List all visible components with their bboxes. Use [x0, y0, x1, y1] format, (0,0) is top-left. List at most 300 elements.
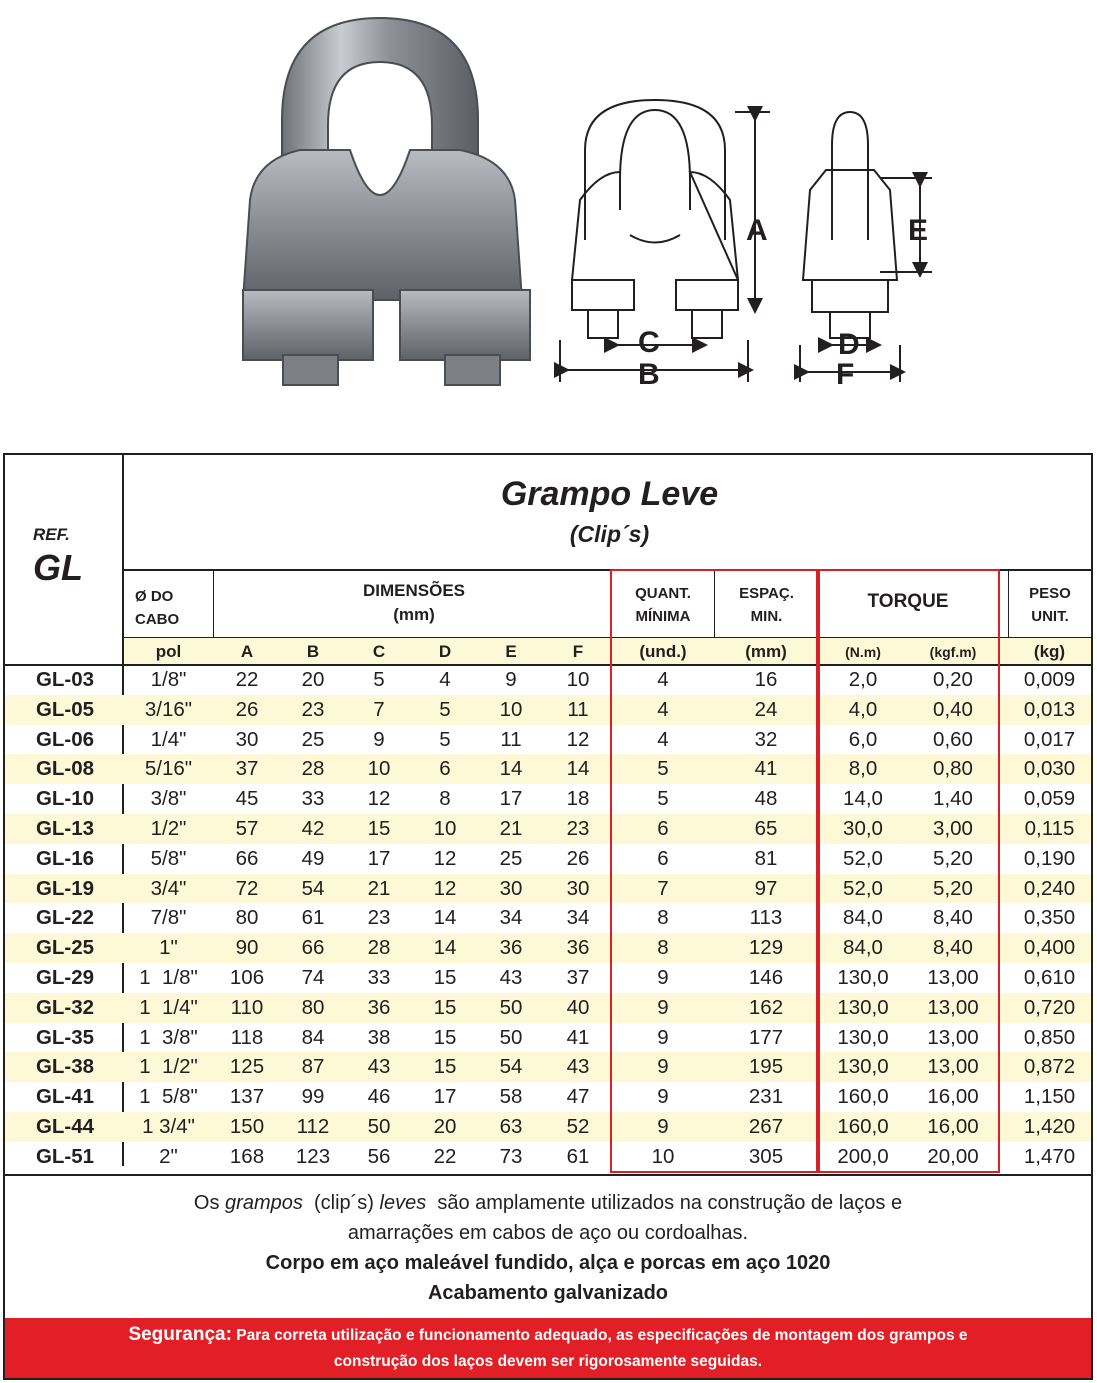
cell-pol: 5/16" — [144, 757, 193, 781]
header-cabo-line1: Ø DO — [135, 588, 174, 605]
cell-espac: 267 — [748, 1114, 784, 1138]
desc-p1-b: grampos — [225, 1192, 303, 1214]
cell-pol: 2" — [159, 1144, 178, 1168]
cell-c: 10 — [367, 757, 391, 781]
cell-e: 10 — [499, 697, 523, 721]
cell-kgfm: 0,20 — [933, 668, 973, 691]
desc-p1-c: (clip´s) — [302, 1192, 380, 1214]
cell-d: 14 — [433, 906, 457, 930]
cell-b: 74 — [301, 965, 325, 989]
label-d: D — [838, 328, 860, 361]
cell-kgfm: 8,40 — [933, 906, 973, 930]
cell-quant: 7 — [657, 876, 669, 900]
cell-d: 4 — [439, 668, 451, 691]
cell-peso: 1,470 — [1023, 1144, 1076, 1168]
cell-f: 14 — [566, 757, 590, 781]
cell-ref: GL-32 — [35, 995, 95, 1019]
front-view-drawing — [560, 100, 770, 382]
cell-nm: 160,0 — [837, 1085, 889, 1109]
unit-e: E — [505, 642, 517, 661]
figures-area — [0, 0, 1097, 450]
cell-ref: GL-38 — [35, 1055, 95, 1079]
cell-a: 110 — [230, 995, 264, 1019]
cell-d: 17 — [433, 1085, 457, 1109]
cell-ref: GL-06 — [35, 727, 95, 751]
cell-kgfm: 5,20 — [933, 876, 973, 900]
header-cabo — [135, 585, 179, 631]
table-row — [5, 1112, 1091, 1142]
cell-c: 46 — [367, 1085, 391, 1109]
cell-quant: 9 — [657, 965, 669, 989]
cell-f: 30 — [566, 876, 590, 900]
cell-b: 33 — [301, 787, 325, 811]
label-b: B — [638, 358, 660, 391]
description-line4: Acabamento galvanizado — [427, 1282, 669, 1304]
cell-kgfm: 1,40 — [933, 787, 973, 811]
cell-kgfm: 13,00 — [927, 965, 979, 989]
header-quant — [612, 582, 714, 628]
cell-espac: 231 — [748, 1085, 784, 1109]
cell-b: 99 — [301, 1085, 325, 1109]
header-dimensoes-line1: DIMENSÕES — [362, 581, 466, 600]
cell-d: 15 — [433, 1025, 457, 1049]
cell-b: 23 — [301, 697, 325, 721]
cell-e: 14 — [499, 757, 523, 781]
cell-f: 61 — [566, 1144, 590, 1168]
cell-pol: 3/8" — [150, 787, 187, 811]
cell-a: 125 — [229, 1055, 265, 1079]
cell-pol: 1 1/8" — [139, 965, 198, 989]
cell-c: 38 — [367, 1025, 391, 1049]
unit-c: C — [372, 642, 386, 661]
cell-f: 18 — [566, 787, 590, 811]
cell-nm: 130,0 — [837, 1025, 889, 1049]
cell-a: 118 — [230, 1025, 264, 1049]
unit-b: B — [306, 642, 320, 661]
cell-a: 80 — [235, 906, 259, 930]
cell-espac: 48 — [754, 787, 778, 811]
cell-ref: GL-22 — [35, 906, 95, 930]
table-row — [5, 754, 1091, 784]
cell-quant: 5 — [657, 787, 669, 811]
cell-peso: 0,013 — [1023, 697, 1076, 721]
cell-b: 25 — [301, 727, 325, 751]
description-line2: amarrações em cabos de aço ou cordoalhas. — [347, 1222, 749, 1244]
cell-f: 12 — [566, 727, 590, 751]
cell-c: 33 — [367, 965, 391, 989]
cell-d: 15 — [433, 965, 457, 989]
cell-nm: 8,0 — [848, 757, 878, 781]
unit-kgfm: (kgf.m) — [929, 644, 977, 660]
cell-ref: GL-51 — [35, 1144, 95, 1168]
cell-e: 73 — [499, 1144, 523, 1168]
cell-quant: 10 — [651, 1144, 675, 1168]
product-figures — [0, 0, 1097, 450]
safety-line1 — [5, 1322, 1091, 1349]
cell-pol: 7/8" — [150, 906, 187, 930]
page-title: Grampo Leve — [500, 475, 719, 513]
table-bottom — [5, 1174, 1093, 1176]
unit-f: F — [572, 642, 584, 661]
cell-peso: 0,850 — [1023, 1025, 1076, 1049]
cell-nm: 84,0 — [843, 906, 883, 930]
cell-nm: 130,0 — [837, 995, 889, 1019]
cell-peso: 0,872 — [1023, 1055, 1076, 1079]
cell-b: 80 — [301, 995, 325, 1019]
cell-peso: 0,059 — [1023, 787, 1076, 811]
cell-b: 42 — [301, 816, 325, 840]
desc-p1-a: Os — [193, 1192, 226, 1214]
cell-f: 52 — [566, 1114, 590, 1138]
cell-a: 37 — [235, 757, 259, 781]
cell-kgfm: 16,00 — [927, 1085, 979, 1109]
cell-espac: 177 — [748, 1025, 784, 1049]
table-row — [5, 963, 1091, 993]
cell-quant: 6 — [657, 816, 669, 840]
cell-espac: 305 — [748, 1144, 784, 1168]
cell-ref: GL-03 — [35, 668, 95, 691]
cell-a: 90 — [235, 936, 259, 960]
cell-b: 123 — [295, 1144, 331, 1168]
table-row — [5, 903, 1091, 933]
cell-pol: 1 1/2" — [139, 1055, 198, 1079]
side-view-drawing — [800, 112, 932, 382]
cell-f: 34 — [566, 906, 590, 930]
header-quant-line1: QUANT. — [635, 585, 691, 602]
cell-c: 56 — [367, 1144, 391, 1168]
cell-e: 58 — [499, 1085, 523, 1109]
cell-quant: 4 — [657, 727, 669, 751]
data-sheet — [3, 453, 1093, 1380]
cell-a: 137 — [229, 1085, 265, 1109]
cell-ref: GL-44 — [35, 1114, 95, 1138]
cell-peso: 0,400 — [1023, 936, 1076, 960]
table-row — [5, 933, 1091, 963]
cell-b: 49 — [301, 846, 325, 870]
unit-d: D — [438, 642, 452, 661]
cell-ref: GL-08 — [35, 757, 95, 781]
cell-d: 5 — [439, 727, 451, 751]
units-row — [5, 640, 1093, 664]
cell-c: 50 — [367, 1114, 391, 1138]
cell-c: 28 — [367, 936, 391, 960]
cell-quant: 9 — [657, 1114, 669, 1138]
cell-espac: 32 — [754, 727, 778, 751]
cell-kgfm: 3,00 — [933, 816, 973, 840]
description — [5, 1188, 1091, 1308]
title-divider — [122, 569, 1093, 571]
header-quant-line2: MÍNIMA — [635, 608, 691, 625]
cell-d: 10 — [433, 816, 457, 840]
cell-ref: GL-35 — [35, 1025, 95, 1049]
cell-kgfm: 0,60 — [933, 727, 973, 751]
cell-f: 41 — [566, 1025, 590, 1049]
table-row — [5, 695, 1091, 725]
label-a: A — [746, 214, 768, 247]
cell-e: 36 — [499, 936, 523, 960]
cell-d: 12 — [433, 846, 457, 870]
cell-pol: 3/16" — [144, 697, 193, 721]
cell-quant: 6 — [657, 846, 669, 870]
unit-nm: (N.m) — [845, 644, 881, 660]
cell-d: 15 — [433, 995, 457, 1019]
cell-e: 25 — [499, 846, 523, 870]
cell-e: 34 — [499, 906, 523, 930]
cell-d: 12 — [433, 876, 457, 900]
cell-espac: 65 — [754, 816, 778, 840]
cell-d: 20 — [433, 1114, 457, 1138]
header-peso-line2: UNIT. — [1031, 608, 1069, 625]
cell-d: 14 — [433, 936, 457, 960]
cell-nm: 200,0 — [837, 1144, 889, 1168]
cell-kgfm: 5,20 — [933, 846, 973, 870]
cell-b: 66 — [301, 936, 325, 960]
cell-a: 30 — [235, 727, 259, 751]
cell-peso: 0,009 — [1023, 668, 1076, 691]
cell-c: 43 — [367, 1055, 391, 1079]
header-torque: TORQUE — [867, 591, 949, 612]
cell-espac: 129 — [748, 936, 784, 960]
cell-pol: 1/8" — [150, 668, 187, 691]
cell-quant: 9 — [657, 1025, 669, 1049]
label-c: C — [638, 326, 660, 359]
description-line1 — [5, 1188, 1091, 1218]
cell-f: 23 — [566, 816, 590, 840]
cell-c: 17 — [367, 846, 391, 870]
cell-nm: 52,0 — [843, 876, 883, 900]
table-row — [5, 993, 1091, 1023]
cell-d: 5 — [439, 697, 451, 721]
cell-e: 17 — [499, 787, 523, 811]
cell-a: 22 — [235, 668, 259, 691]
cell-f: 10 — [566, 668, 590, 691]
cell-e: 21 — [499, 816, 523, 840]
cell-b: 61 — [301, 906, 325, 930]
cell-f: 26 — [566, 846, 590, 870]
cell-quant: 9 — [657, 1085, 669, 1109]
cell-espac: 24 — [754, 697, 778, 721]
cell-c: 9 — [373, 727, 385, 751]
cell-b: 112 — [296, 1114, 330, 1138]
header-cabo-line2: CABO — [135, 611, 180, 628]
cell-espac: 195 — [748, 1055, 784, 1079]
description-line3: Corpo em aço maleável fundido, alça e porcas em aço 1020 — [265, 1252, 831, 1274]
cell-a: 26 — [235, 697, 259, 721]
cell-ref: GL-05 — [35, 697, 95, 721]
cell-kgfm: 13,00 — [927, 1055, 979, 1079]
cell-quant: 8 — [657, 936, 669, 960]
cell-e: 43 — [499, 965, 523, 989]
cell-nm: 14,0 — [843, 787, 883, 811]
cell-f: 11 — [567, 697, 589, 721]
ref-label: REF. — [33, 525, 70, 544]
desc-p1-d: leves — [379, 1192, 427, 1214]
cell-peso: 0,720 — [1023, 995, 1076, 1019]
cell-ref: GL-19 — [35, 876, 95, 900]
desc-p1-e: são amplamente utilizados na construção de laços e — [426, 1192, 903, 1214]
cell-pol: 3/4" — [150, 876, 187, 900]
table-row — [5, 784, 1091, 814]
cell-a: 72 — [235, 876, 259, 900]
cell-c: 36 — [367, 995, 391, 1019]
header-peso — [1009, 582, 1091, 628]
unit-kg: (kg) — [1033, 642, 1066, 661]
cell-e: 50 — [499, 995, 523, 1019]
cell-quant: 4 — [657, 697, 669, 721]
ref-code: GL — [33, 547, 83, 588]
safety-label: Segurança: — [128, 1324, 232, 1345]
cell-nm: 4,0 — [848, 697, 878, 721]
cell-kgfm: 20,00 — [927, 1144, 979, 1168]
cell-pol: 1 1/4" — [139, 995, 198, 1019]
table-row — [5, 1023, 1091, 1053]
cell-c: 7 — [373, 697, 385, 721]
cell-e: 50 — [499, 1025, 523, 1049]
cell-b: 20 — [301, 668, 325, 691]
cell-d: 8 — [439, 787, 451, 811]
safety-text1: Para correta utilização e funcionamento adequado, as especificações de montagem dos grampos e — [236, 1327, 968, 1344]
cell-pol: 1 3/8" — [139, 1025, 198, 1049]
cell-c: 12 — [367, 787, 391, 811]
cell-peso: 1,150 — [1023, 1085, 1076, 1109]
table-row — [5, 665, 1091, 695]
cell-a: 150 — [229, 1114, 265, 1138]
cell-espac: 162 — [748, 995, 784, 1019]
cell-e: 54 — [499, 1055, 523, 1079]
cell-b: 28 — [301, 757, 325, 781]
cell-peso: 0,610 — [1023, 965, 1076, 989]
cell-peso: 0,115 — [1024, 816, 1075, 840]
unit-a: A — [240, 642, 254, 661]
cell-espac: 81 — [754, 846, 778, 870]
table-row — [5, 844, 1091, 874]
cell-espac: 146 — [748, 965, 784, 989]
cell-kgfm: 0,80 — [933, 757, 973, 781]
header-espac-line2: MIN. — [750, 608, 783, 625]
cell-ref: GL-10 — [35, 787, 95, 811]
label-e: E — [908, 214, 929, 247]
cell-nm: 6,0 — [848, 727, 878, 751]
cell-b: 54 — [301, 876, 325, 900]
cell-ref: GL-16 — [35, 846, 95, 870]
page-subtitle: (Clip´s) — [569, 521, 650, 547]
cell-peso: 0,030 — [1023, 757, 1076, 781]
table-row — [5, 814, 1091, 844]
cell-d: 22 — [433, 1144, 457, 1168]
table-row — [5, 1052, 1091, 1082]
table-row — [5, 1142, 1091, 1172]
cell-pol: 1" — [159, 936, 178, 960]
header-peso-line1: PESO — [1029, 585, 1071, 602]
cell-e: 9 — [505, 668, 517, 691]
cell-c: 23 — [367, 906, 391, 930]
header-dimensoes-line2: (mm) — [393, 605, 435, 624]
cell-kgfm: 8,40 — [933, 936, 973, 960]
cell-d: 15 — [433, 1055, 457, 1079]
cell-c: 15 — [367, 816, 391, 840]
cell-c: 5 — [373, 668, 385, 691]
cell-ref: GL-41 — [35, 1085, 95, 1109]
cell-nm: 130,0 — [837, 965, 889, 989]
cell-nm: 2,0 — [848, 668, 878, 691]
cell-ref: GL-29 — [35, 965, 95, 989]
header-espac-line1: ESPAÇ. — [739, 585, 794, 602]
cell-a: 66 — [235, 846, 259, 870]
cell-f: 36 — [566, 936, 590, 960]
table-body — [5, 665, 1091, 1172]
table-row — [5, 1082, 1091, 1112]
cell-nm: 130,0 — [837, 1055, 889, 1079]
cell-peso: 0,240 — [1023, 876, 1076, 900]
cell-espac: 41 — [754, 757, 778, 781]
unit-mm: (mm) — [745, 642, 787, 661]
cell-quant: 9 — [657, 995, 669, 1019]
cell-f: 40 — [566, 995, 590, 1019]
cell-f: 37 — [566, 965, 590, 989]
cell-ref: GL-13 — [35, 816, 95, 840]
cell-quant: 8 — [657, 906, 669, 930]
cell-quant: 4 — [657, 668, 669, 691]
cell-a: 45 — [235, 787, 259, 811]
cell-f: 47 — [566, 1085, 590, 1109]
cell-kgfm: 13,00 — [927, 995, 979, 1019]
cell-peso: 0,190 — [1023, 846, 1076, 870]
cell-quant: 5 — [657, 757, 669, 781]
header-dimensoes — [214, 579, 614, 627]
header-espac — [715, 582, 818, 628]
label-f: F — [836, 358, 855, 391]
cell-nm: 84,0 — [843, 936, 883, 960]
cell-quant: 9 — [657, 1055, 669, 1079]
dimension-letters — [638, 214, 928, 391]
cell-nm: 160,0 — [837, 1114, 889, 1138]
cell-e: 11 — [500, 727, 522, 751]
cell-ref: GL-25 — [35, 936, 95, 960]
safety-banner — [5, 1318, 1091, 1378]
cell-b: 84 — [301, 1025, 325, 1049]
table-row — [5, 874, 1091, 904]
cell-peso: 0,017 — [1023, 727, 1076, 751]
cell-nm: 52,0 — [843, 846, 883, 870]
cell-a: 106 — [229, 965, 265, 989]
cell-pol: 1/4" — [150, 727, 187, 751]
cell-kgfm: 16,00 — [927, 1114, 979, 1138]
cell-pol: 1 3/4" — [142, 1114, 195, 1138]
unit-pol: pol — [155, 642, 182, 661]
cell-pol: 5/8" — [150, 846, 187, 870]
cell-a: 57 — [235, 816, 259, 840]
cell-peso: 1,420 — [1023, 1114, 1076, 1138]
table-row — [5, 725, 1091, 755]
cell-e: 63 — [499, 1114, 523, 1138]
cell-pol: 1/2" — [150, 816, 187, 840]
cell-espac: 16 — [754, 668, 778, 691]
clip-photo — [243, 18, 530, 385]
unit-und: (und.) — [639, 642, 687, 661]
cell-pol: 1 5/8" — [139, 1085, 198, 1109]
cell-f: 43 — [566, 1055, 590, 1079]
cell-e: 30 — [499, 876, 523, 900]
cell-nm: 30,0 — [843, 816, 883, 840]
cell-d: 6 — [439, 757, 451, 781]
cell-c: 21 — [367, 876, 391, 900]
cell-b: 87 — [301, 1055, 325, 1079]
cell-a: 168 — [229, 1144, 265, 1168]
cell-kgfm: 0,40 — [933, 697, 973, 721]
cell-kgfm: 13,00 — [927, 1025, 979, 1049]
cell-espac: 113 — [749, 906, 783, 930]
cell-espac: 97 — [754, 876, 778, 900]
